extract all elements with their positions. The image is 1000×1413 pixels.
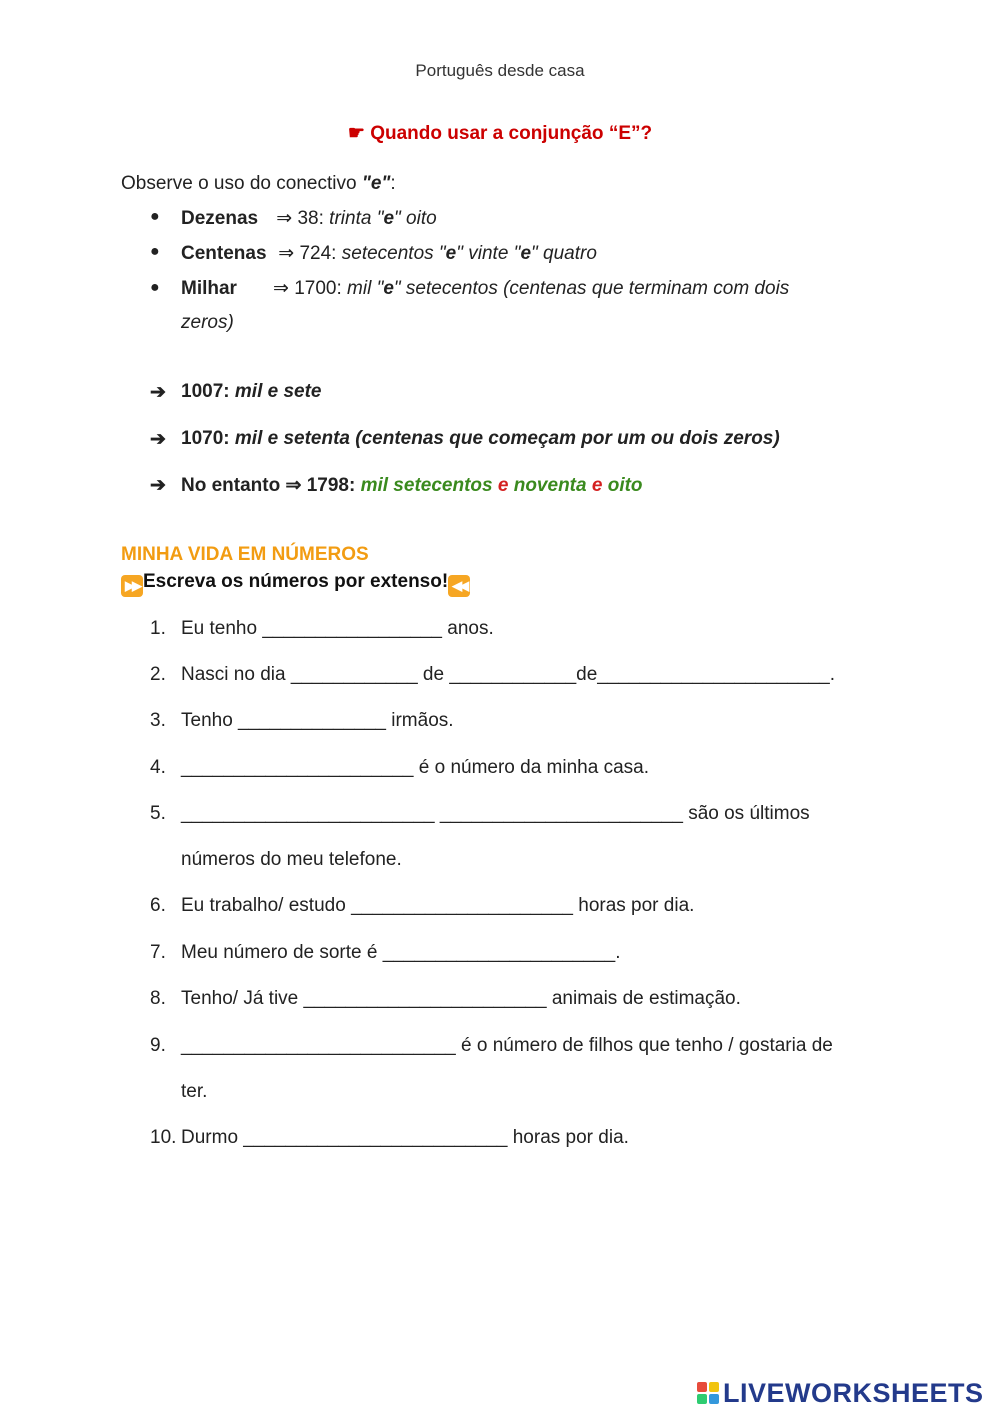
intro-colon: : xyxy=(390,173,396,194)
bullet-milhar-cont: zeros) xyxy=(181,312,234,333)
item-number: 6. xyxy=(150,895,166,916)
bullet-dezenas: Dezenas ⇒ 38: trinta "e" oito xyxy=(181,208,437,229)
section-subtitle: ▶▶ Escreva os números por extenso! ◀◀ xyxy=(121,571,470,597)
intro-connective: "e" xyxy=(361,173,391,194)
bullet-arrow: ⇒ 1700: xyxy=(273,278,348,299)
item-number: 8. xyxy=(150,988,166,1009)
bullet-label: Dezenas xyxy=(181,208,259,229)
bullet-centenas: Centenas ⇒ 724: setecentos "e" vinte "e" quatro xyxy=(181,243,597,264)
bullet-arrow: ⇒ 38: xyxy=(271,208,330,229)
list-item[interactable]: __________________________ é o número de filhos que tenho / gostaria de xyxy=(181,1035,833,1056)
arrow-icon: ➔ xyxy=(150,382,166,403)
page-header: Português desde casa xyxy=(415,61,585,80)
example-1007: 1007: mil e sete xyxy=(181,381,322,402)
item-number: 5. xyxy=(150,803,166,824)
arrow-icon: ➔ xyxy=(150,475,166,496)
section-title: MINHA VIDA EM NÚMEROS xyxy=(121,544,369,565)
list-item[interactable]: Tenho ______________ irmãos. xyxy=(181,710,454,731)
intro-text xyxy=(121,173,396,195)
bullet-label: Milhar xyxy=(181,278,237,299)
item-number: 4. xyxy=(150,757,166,778)
intro-label: Observe o uso do conectivo xyxy=(121,173,362,194)
bullet-dot: ● xyxy=(150,279,160,296)
list-item-cont: números do meu telefone. xyxy=(181,849,402,870)
logo-text: LIVEWORKSHEETS xyxy=(723,1378,984,1408)
item-number: 3. xyxy=(150,710,166,731)
list-item[interactable]: Eu tenho _________________ anos. xyxy=(181,618,494,639)
bullet-dot: ● xyxy=(150,208,160,225)
list-item[interactable]: Durmo _________________________ horas por dia. xyxy=(181,1127,629,1148)
liveworksheets-logo[interactable] xyxy=(697,1378,993,1410)
arrow-icon: ➔ xyxy=(150,429,166,450)
list-item[interactable]: Tenho/ Já tive _______________________ animais de estimação. xyxy=(181,988,741,1009)
item-number: 10. xyxy=(150,1127,177,1148)
fast-forward-icon: ▶▶ xyxy=(121,575,143,597)
page-title: ☛ Quando usar a conjunção “E”? xyxy=(347,123,653,144)
example-1798: No entanto ⇒ 1798: mil setecentos e noventa e oito xyxy=(181,475,643,496)
logo-icon xyxy=(697,1382,719,1404)
list-item[interactable]: Meu número de sorte é ______________________. xyxy=(181,942,621,963)
item-number: 7. xyxy=(150,942,166,963)
bullet-milhar: Milhar ⇒ 1700: mil "e" setecentos (centenas que terminam com dois xyxy=(181,278,790,299)
item-number: 9. xyxy=(150,1035,166,1056)
list-item-cont: ter. xyxy=(181,1081,208,1102)
list-item[interactable]: Nasci no dia ____________ de ____________de______________________. xyxy=(181,664,836,685)
item-number: 2. xyxy=(150,664,166,685)
bullet-label: Centenas xyxy=(181,243,267,264)
item-number: 1. xyxy=(150,618,166,639)
list-item[interactable]: Eu trabalho/ estudo _____________________ horas por dia. xyxy=(181,895,695,916)
bullet-arrow: ⇒ 724: xyxy=(273,243,342,264)
bullet-dot: ● xyxy=(150,243,160,260)
list-item[interactable]: ________________________ _______________________ são os últimos xyxy=(181,803,810,824)
list-item[interactable]: ______________________ é o número da minha casa. xyxy=(181,757,649,778)
rewind-icon: ◀◀ xyxy=(448,575,470,597)
example-1070: 1070: mil e setenta (centenas que começam por um ou dois zeros) xyxy=(181,428,780,449)
